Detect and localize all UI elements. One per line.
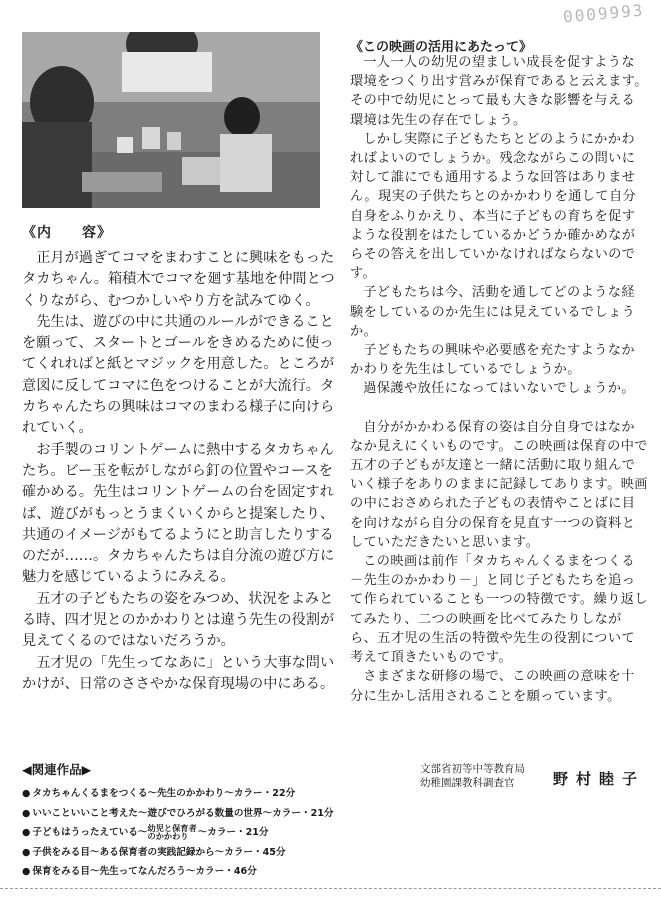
contents-paragraph: お手製のコリントゲームに熱中するタカちゃんたち。ビー玉を転がしながら釘の位置やコースを確かめる。先生はコリントゲームの台を固定すれば、遊びがもっとうまくいくからと提案したり、共通のイメージがもてるようにと助言したりするのだが……。タカちゃんたちは自分流の遊び方に魅力を感じているようにみえる。	[22, 441, 335, 586]
bullet-icon: ●	[22, 788, 31, 799]
contents-paragraph: 正月が過ぎてコマをまわすことに興味をもったタカちゃん。箱積木でコマを廻す基地を仲間とつくりながら、むつかしいやり方を試みてゆく。	[22, 250, 335, 309]
author-affiliation: 文部省初等中等教育局 幼稚園課教科調査官	[420, 763, 525, 789]
contents-paragraph: 五才の子どもたちの姿をみつめ、状況をよみとる時、四才児とのかかわりとは違う先生の役割が見えてくるのではないだろうか。	[22, 590, 335, 650]
bullet-icon: ●	[22, 827, 31, 839]
usage-paragraph: しかし実際に子どもたちとどのようにかかわればよいのでしょうか。残念ながらこの問いに対して誰にでも通用するような回答はありません。現実の子供たちとのかかわりを通して自分自身をふりかえり、本当に子どもの育ちを促すような役割をはたしているかどうか確かめながらその答えを出していかなければならないのです。	[350, 131, 637, 282]
classroom-photo	[22, 32, 320, 208]
related-work-subtitle-stack: 幼児と保育者 のかかわり	[147, 823, 197, 842]
bullet-icon: ●	[22, 846, 31, 858]
related-work-item: ● タカちゃんくるまをつくる～先生のかかわり～カラー・22分	[22, 788, 296, 799]
usage-paragraph: 一人一人の幼児の望ましい成長を促すような環境をつくり出す営みが保育であると云えます。その中で幼児にとって最も大きな影響を与える環境は先生の存在でしょう。	[350, 55, 648, 128]
related-works-title: ◀関連作品▶	[22, 762, 92, 777]
usage-paragraph: この映画は前作「タカちゃんくるまをつくる－先生のかかわり－」と同じ子どもたちを追って作られていることも一つの特徴です。繰り返してみたり、二つの映画を比べてみたりしながら、五才児の生活の特徴や先生の役割について考えて頂きたいものです。	[350, 554, 648, 666]
bullet-icon: ●	[22, 807, 31, 819]
related-work-item: ● 子供をみる目～ある保育者の実践記録から～カラー・45分	[22, 846, 286, 858]
author-signature	[420, 762, 645, 796]
classroom-photo-drawing	[22, 32, 320, 208]
usage-paragraph: 自分がかかわる保育の姿は自分自身ではなかなか見えにくいものです。この映画は保育の中で五才の子どもが友達と一緒に活動に取り組んでいく様子をありのままに記録してあります。映画の中におさめられた子どもの表情やことばに目を向けながら自分の保育を見直す一つの資料としていただきたいと思います。	[350, 419, 648, 550]
usage-paragraph: 子どもたちの興味や必要感を充たすようなかかわりを先生はしているでしょうか。	[350, 343, 635, 378]
contents-heading: 《内 容》	[22, 225, 112, 241]
bullet-icon: ●	[22, 866, 31, 878]
usage-paragraph: 過保護や放任になってはいないでしょうか。	[363, 381, 635, 397]
contents-paragraph: 先生は、遊びの中に共通のルールができることを願って、スタートとゴールをきめるために使ってくれればと紙とマジックを用意した。ところが意図に反してコマに色をつけることが大流行。タカちゃんたちの興味はコマのまわる様子に向けられていく。	[22, 313, 335, 437]
usage-heading: 《この映画の活用にあたって》	[350, 40, 533, 55]
related-work-item: ● 保育をみる目～先生ってなんだろう～カラー・46分	[22, 866, 257, 878]
related-work-item: ● 子どもはうったえている～幼児と保育者 のかかわり ～カラー・21分	[22, 823, 269, 842]
related-work-item: ● いいこといいこと考えた～遊びでひろがる数量の世界～カラー・21分	[22, 807, 334, 819]
author-name: 野村睦子	[552, 770, 645, 788]
archive-number-stamp: 0009993	[562, 0, 646, 27]
related-works	[22, 760, 342, 882]
contents-body	[22, 248, 340, 695]
usage-paragraph: さまざまな研修の場で、この映画の意味を十分に生かし活用されることを願っています。	[350, 669, 635, 704]
contents-paragraph: 五才児の「先生ってなあに」という大事な問いかけが、日常のささやかな保育現場の中にある。	[22, 654, 335, 692]
usage-body	[350, 53, 648, 706]
usage-paragraph: 子どもたちは今、活動を通してどのような経験をしているのか先生には見えているでしょうか。	[350, 285, 636, 339]
related-works-list	[22, 784, 342, 882]
page-bottom-edge	[0, 888, 661, 889]
